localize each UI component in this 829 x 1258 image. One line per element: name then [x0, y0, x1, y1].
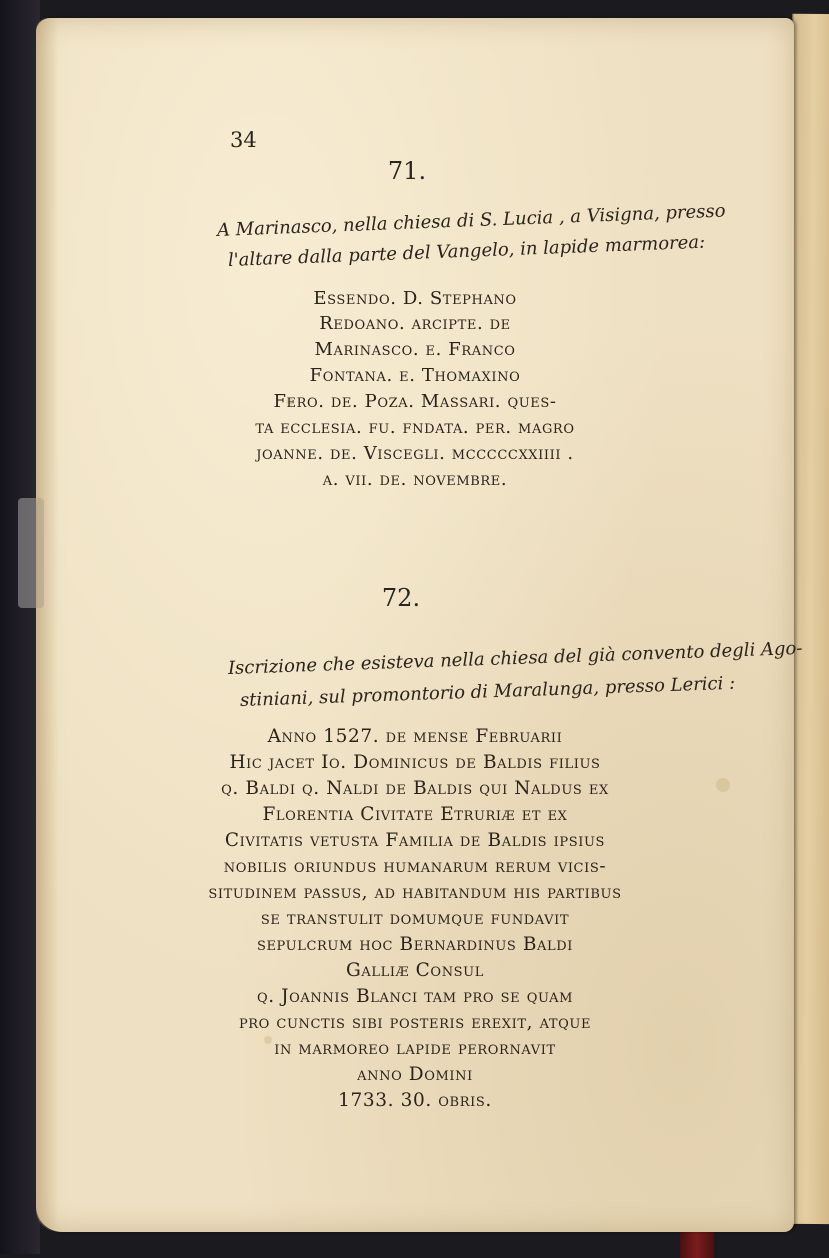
inscription-72-line: q. Joannis Blanci tam pro se quam — [256, 986, 574, 1007]
inscription-71-line: a. vii. de. novembre. — [322, 469, 508, 490]
inscription-71-line: Marinasco. e. Franco — [314, 339, 516, 360]
entry-71-intro-line: l'altare dalla parte del Vangelo, in lapide marmorea: — [227, 231, 706, 271]
inscription-72-line: Galliæ Consul — [346, 960, 484, 981]
inscription-72-line: Hic jacet Io. Dominicus de Baldis filius — [229, 752, 601, 773]
inscription-72-line: pro cunctis sibi posteris erexit, atque — [238, 1012, 592, 1033]
inscription-71-line: ta ecclesia. fu. fndata. per. magro — [255, 417, 575, 438]
page-number: 34 — [230, 128, 257, 152]
inscription-72-line: situdinem passus, ad habitandum his partibus — [208, 882, 622, 903]
entry-number-72: 72. — [381, 584, 421, 612]
background-left — [0, 0, 40, 1254]
inscription-71-line: joanne. de. Viscegli. mcccccxxiiii . — [256, 443, 574, 464]
inscription-72-line: nobilis oriundus humanarum rerum vicis- — [223, 856, 607, 877]
entry-number-71: 71. — [387, 157, 427, 185]
inscription-72-line: se transtulit domumque fundavit — [260, 908, 570, 929]
book-page — [36, 18, 803, 1232]
inscription-72-line: Civitatis vetusta Familia de Baldis ipsius — [224, 830, 606, 851]
inscription-72-line: anno Domini — [357, 1064, 473, 1085]
entry-72-intro-line: Iscrizione che esisteva nella chiesa del già convento degli Ago- — [227, 637, 803, 679]
entry-71-intro-line: A Marinasco, nella chiesa di S. Lucia , a Visigna, presso — [216, 200, 726, 241]
inscription-72-line: sepulcrum hoc Bernardinus Baldi — [256, 934, 574, 955]
entry-72-intro-line: stiniani, sul promontorio di Maralunga, presso Lerici : — [239, 672, 736, 711]
inscription-72-line: Anno 1527. de mense Februarii — [267, 726, 563, 747]
inscription-71-line: Fontana. e. Thomaxino — [309, 365, 521, 386]
inscription-72-line: Florentia Civitate Etruriæ et ex — [262, 804, 568, 825]
inscription-71-line: Essendo. D. Stephano — [313, 288, 517, 309]
inscription-72-line: in marmoreo lapide perornavit — [274, 1038, 556, 1059]
inscription-71-line: Fero. de. Poza. Massari. ques- — [273, 391, 557, 412]
inscription-72-line: 1733. 30. obris. — [338, 1090, 492, 1111]
inscription-71-line: Redoano. arcipte. de — [319, 313, 511, 334]
inscription-72-line: q. Baldi q. Naldi de Baldis qui Naldus ex — [221, 778, 609, 799]
